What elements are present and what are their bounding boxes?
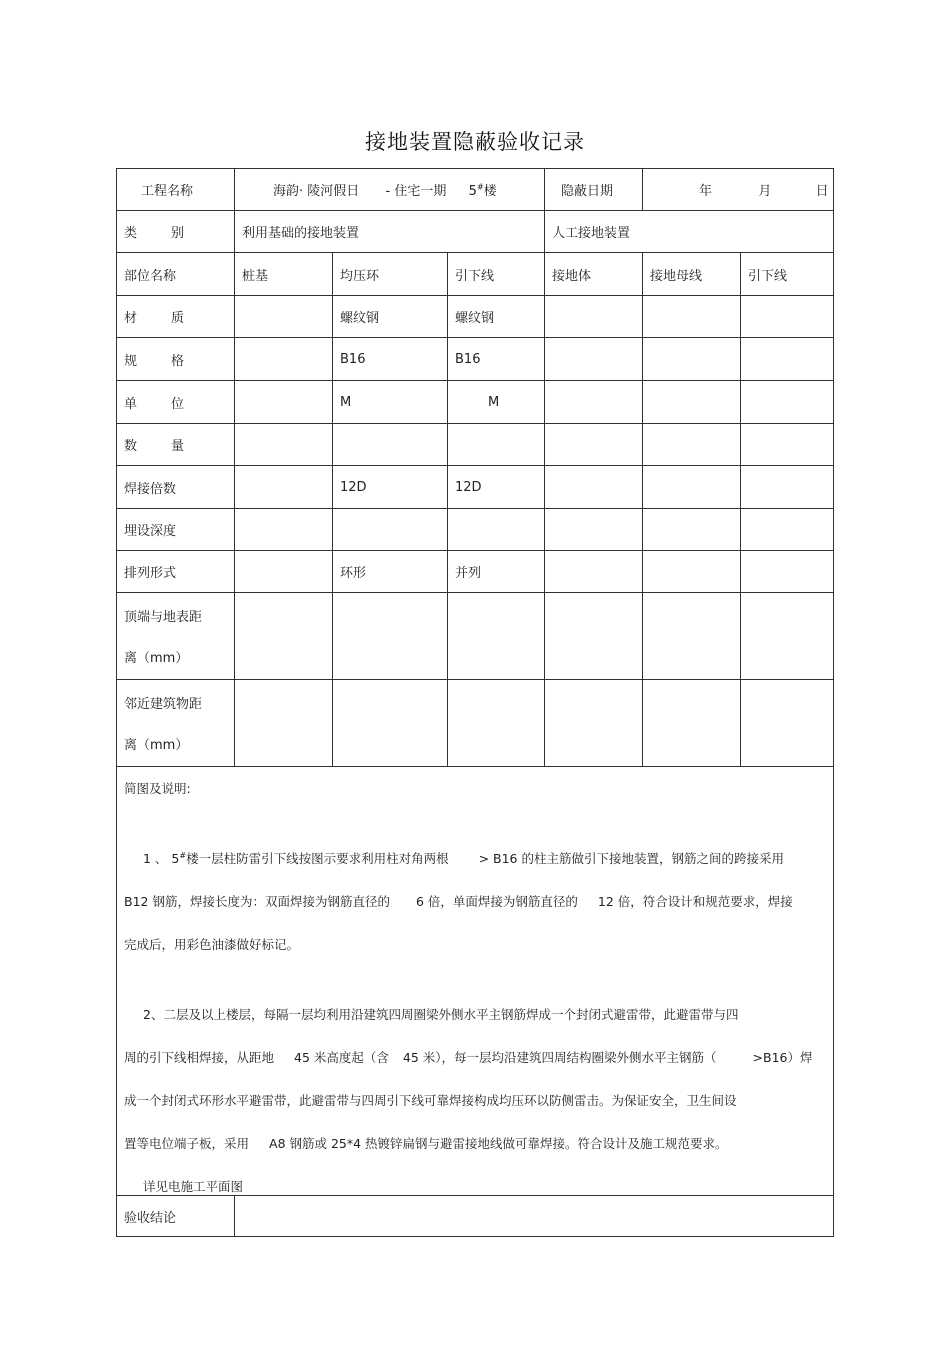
col-downlead: 引下线 (448, 253, 545, 296)
notes-p1-line1 (117, 849, 833, 867)
cell-pile (235, 424, 333, 466)
conclusion-row (117, 1196, 834, 1237)
row-label (117, 296, 235, 338)
notes-p1-line2-a: B12 钢筋，焊接长度为：双面焊接为钢筋直径的 (124, 894, 390, 909)
row-label (117, 338, 235, 381)
cell-ground-body (545, 381, 643, 424)
cell-downlead-2 (741, 509, 834, 551)
cell-downlead-2 (741, 466, 834, 509)
cell-ground-bus (643, 296, 741, 338)
table-row (117, 338, 834, 381)
conclusion-label: 验收结论 (117, 1196, 235, 1237)
page-title: 接地装置隐蔽验收记录 (365, 130, 585, 154)
col-ring: 均压环 (333, 253, 448, 296)
project-name: 海韵· 陵河假日 (273, 184, 360, 199)
row-label-a: 数 (124, 439, 138, 454)
cell-ground-body (545, 466, 643, 509)
cell-downlead-2 (741, 593, 834, 680)
cell-ground-bus (643, 551, 741, 593)
cell-ring: 12D (333, 466, 448, 509)
cell-ring (333, 424, 448, 466)
col-ground-body: 接地体 (545, 253, 643, 296)
cell-pile (235, 680, 333, 767)
notes-p1-sup: # (179, 850, 187, 860)
distance-building-label (117, 680, 235, 767)
cell-downlead: 并列 (448, 551, 545, 593)
category-label (117, 211, 235, 253)
cell-downlead: 12D (448, 466, 545, 509)
cell-pile (235, 509, 333, 551)
cell-downlead: M (448, 381, 545, 424)
notes-p1-line2 (117, 892, 833, 910)
notes-heading: 简图及说明: (124, 781, 191, 796)
cell-ground-body (545, 551, 643, 593)
table-row (117, 466, 834, 509)
date-value (643, 169, 834, 211)
cell-ground-bus (643, 466, 741, 509)
row-label-b: 质 (171, 311, 185, 326)
notes-p1-line2-c: 12 倍，符合设计和规范要求，焊接 (597, 894, 793, 909)
distance-top-line2: 离（mm） (124, 651, 189, 666)
project-building-suffix: 楼 (483, 184, 497, 199)
cell-ground-body (545, 593, 643, 680)
cell-downlead (448, 509, 545, 551)
cell-downlead-2 (741, 680, 834, 767)
row-label (117, 381, 235, 424)
distance-top-row (117, 593, 834, 680)
cell-ground-body (545, 338, 643, 381)
cell-downlead-2 (741, 296, 834, 338)
distance-building-row (117, 680, 834, 767)
table-row (117, 424, 834, 466)
cell-ring: M (333, 381, 448, 424)
date-day: 日 (815, 184, 829, 199)
cell-ground-bus (643, 680, 741, 767)
inspection-form-table (116, 168, 834, 1237)
cell-downlead-2 (741, 551, 834, 593)
cell-ground-bus (643, 593, 741, 680)
cell-pile (235, 338, 333, 381)
category-row (117, 211, 834, 253)
notes-p2-line2-c: 45 米），每一层均沿建筑四周结构圈梁外侧水平主钢筋（ (402, 1050, 717, 1065)
cell-pile (235, 551, 333, 593)
cell-downlead (448, 424, 545, 466)
notes-p1-c: > B16 的柱主筋做引下接地装置，钢筋之间的跨接采用 (478, 851, 784, 866)
cell-ground-body (545, 296, 643, 338)
row-label-b: 位 (171, 396, 185, 412)
cell-ground-bus (643, 381, 741, 424)
cell-downlead (448, 593, 545, 680)
date-year: 年 (699, 184, 713, 199)
category-foundation: 利用基础的接地装置 (235, 211, 545, 253)
row-label: 埋设深度 (117, 509, 235, 551)
cell-ground-bus (643, 338, 741, 381)
project-value (235, 169, 545, 211)
notes-cell (117, 767, 834, 1196)
project-building-sup: # (476, 182, 484, 192)
notes-p2-line1: 2、二层及以上楼层，每隔一层均利用沿建筑四周圈梁外侧水平主钢筋焊成一个封闭式避雷带，此避雷带与四 (143, 1007, 739, 1022)
notes-p2-line2-d: >B16）焊 (752, 1050, 813, 1065)
col-ground-bus: 接地母线 (643, 253, 741, 296)
date-month: 月 (758, 184, 772, 199)
distance-building-line2: 离（mm） (124, 738, 189, 753)
cell-ring: 环形 (333, 551, 448, 593)
cell-downlead-2 (741, 424, 834, 466)
table-row (117, 551, 834, 593)
cell-ring (333, 680, 448, 767)
cell-ground-body (545, 680, 643, 767)
notes-p2-line4-b: A8 钢筋或 25*4 热镀锌扁钢与避雷接地线做可靠焊接。符合设计及施工规范要求。 (269, 1136, 728, 1151)
table-row (117, 381, 834, 424)
cell-ground-bus (643, 424, 741, 466)
table-row (117, 296, 834, 338)
notes-p1-a: 1 、 5 (143, 851, 180, 866)
row-label-a: 规 (124, 353, 138, 369)
cell-downlead (448, 680, 545, 767)
part-label: 部位名称 (117, 253, 235, 296)
notes-p2-line2 (117, 1048, 833, 1066)
category-label-a: 类 (124, 226, 138, 241)
conclusion-value[interactable] (235, 1196, 834, 1237)
cell-ring (333, 509, 448, 551)
cell-ring: 螺纹钢 (333, 296, 448, 338)
notes-p1-line2-b: 6 倍，单面焊接为钢筋直径的 (415, 894, 578, 909)
col-pile: 桩基 (235, 253, 333, 296)
notes-p2-line2-b: 45 米高度起（含 (294, 1050, 389, 1065)
date-label: 隐蔽日期 (545, 169, 643, 211)
cell-downlead: 螺纹钢 (448, 296, 545, 338)
row-label-a: 材 (124, 311, 138, 326)
notes-p2-line3: 成一个封闭式环形水平避雷带，此避雷带与四周引下线可靠焊接构成均压环以防侧雷击。为保证安全，卫生间设 (124, 1093, 737, 1108)
distance-top-label (117, 593, 235, 680)
cell-ring (333, 593, 448, 680)
category-label-b: 别 (171, 226, 185, 241)
notes-p2-line4 (117, 1134, 833, 1152)
notes-p1-b: 楼一层柱防雷引下线按图示要求利用柱对角两根 (186, 851, 449, 866)
row-label-b: 量 (171, 439, 185, 454)
project-building: 5 (468, 184, 477, 199)
cell-downlead-2 (741, 338, 834, 381)
cell-ground-body (545, 509, 643, 551)
row-label (117, 424, 235, 466)
row-label-a: 单 (124, 396, 138, 412)
cell-ring: B16 (333, 338, 448, 381)
cell-pile (235, 466, 333, 509)
notes-see-plan: 详见电施工平面图 (143, 1179, 244, 1194)
project-phase: - 住宅一期 (385, 184, 447, 199)
cell-downlead-2 (741, 381, 834, 424)
row-label: 焊接倍数 (117, 466, 235, 509)
cell-ground-bus (643, 509, 741, 551)
project-row (117, 169, 834, 211)
notes-p2-line4-a: 置等电位端子板，采用 (124, 1136, 250, 1151)
notes-row (117, 767, 834, 1196)
project-label: 工程名称 (117, 169, 235, 211)
column-header-row (117, 253, 834, 296)
row-label-b: 格 (171, 353, 185, 369)
row-label: 排列形式 (117, 551, 235, 593)
distance-top-line1: 顶端与地表距 (124, 610, 203, 625)
col-downlead-2: 引下线 (741, 253, 834, 296)
cell-pile (235, 381, 333, 424)
cell-pile (235, 296, 333, 338)
cell-downlead: B16 (448, 338, 545, 381)
notes-p1-line3: 完成后，用彩色油漆做好标记。 (124, 937, 300, 952)
notes-p2-line2-a: 周的引下线相焊接，从距地 (124, 1050, 275, 1065)
cell-ground-body (545, 424, 643, 466)
cell-pile (235, 593, 333, 680)
distance-building-line1: 邻近建筑物距 (124, 697, 203, 712)
table-row (117, 509, 834, 551)
category-artificial: 人工接地装置 (545, 211, 834, 253)
